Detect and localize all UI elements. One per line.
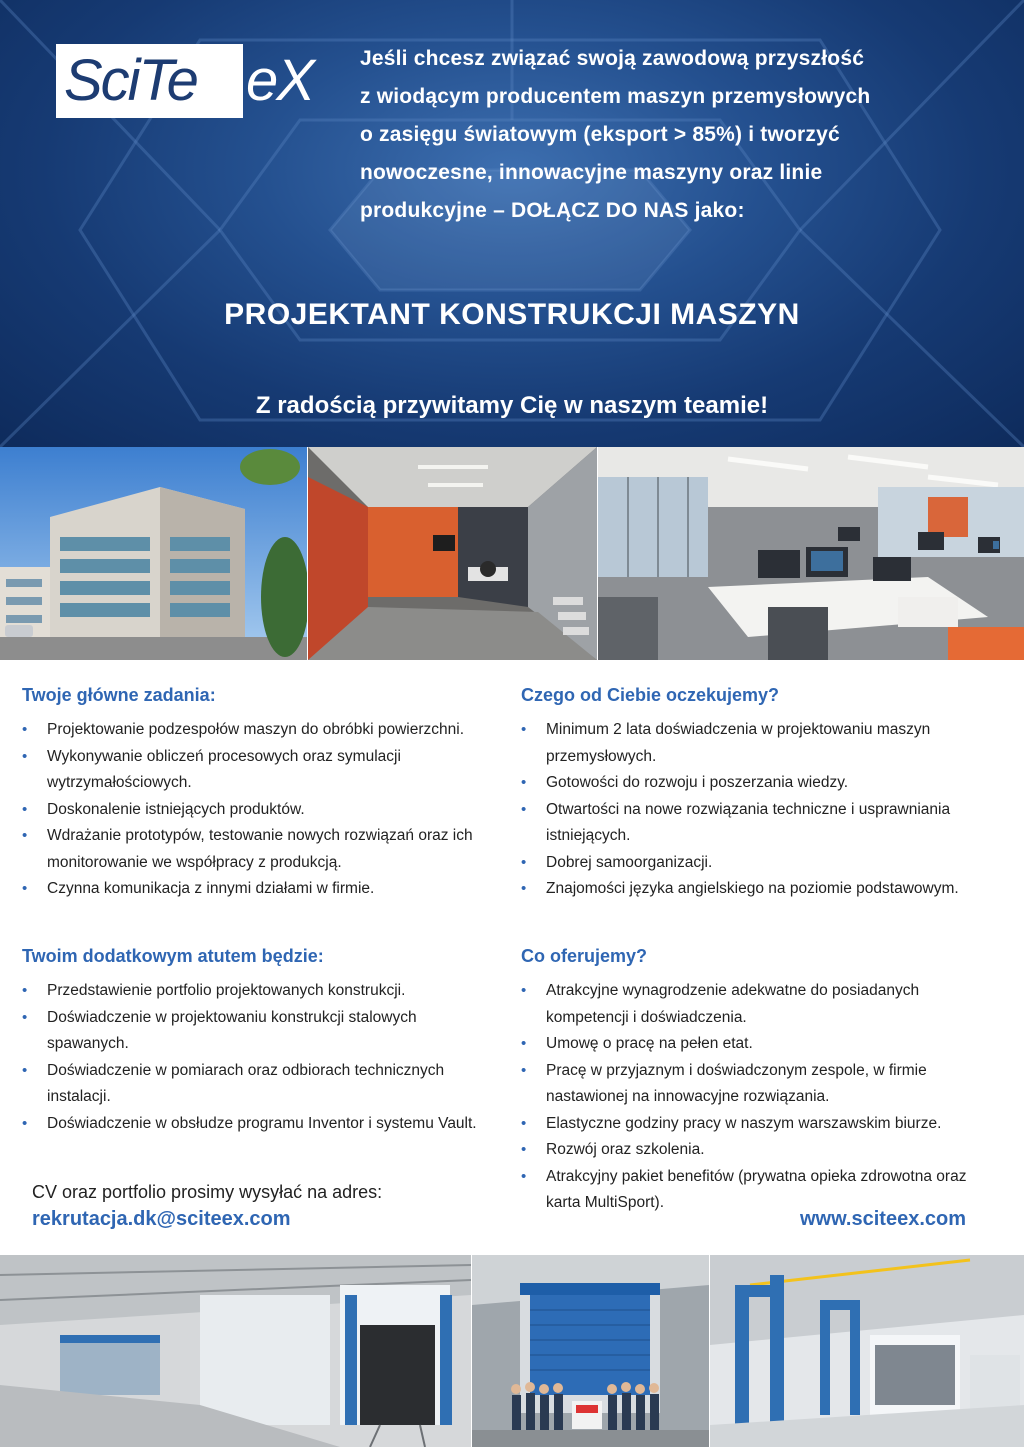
team-with-machine-photo: [472, 1255, 709, 1447]
tasks-heading: Twoje główne zadania:: [22, 685, 216, 705]
factory-hall-photo: [0, 1255, 471, 1447]
left-column-assets: [22, 944, 492, 1137]
list-item: • Doświadczenie w pomiarach oraz odbiorach technicznych instalacji.: [22, 1058, 492, 1111]
intro-line: produkcyjne – DOŁĄCZ DO NAS jako:: [360, 199, 745, 222]
list-item: • Otwartości na nowe rozwiązania techniczne i usprawniania istniejących.: [521, 797, 1001, 850]
office-meeting-room-photo: [308, 447, 597, 660]
list-item: • Pracę w przyjaznym i doświadczonym zespole, w firmie nastawionej na innowacyjne rozwiązania.: [521, 1058, 991, 1111]
expect-heading: Czego od Ciebie oczekujemy?: [521, 685, 780, 705]
website-link[interactable]: www.sciteex.com: [800, 1208, 966, 1230]
recruitment-email-link[interactable]: rekrutacja.dk@sciteex.com: [32, 1208, 291, 1230]
offer-list: [521, 978, 991, 1217]
list-item: • Minimum 2 lata doświadczenia w projektowaniu maszyn przemysłowych.: [521, 717, 1001, 770]
list-item: • Czynna komunikacja z innymi działami w firmie.: [22, 876, 492, 903]
list-item: • Atrakcyjne wynagrodzenie adekwatne do posiadanych kompetencji i doświadczenia.: [521, 978, 991, 1031]
tasks-list: [22, 717, 492, 903]
list-item: • Projektowanie podzespołów maszyn do obróbki powierzchni.: [22, 717, 492, 744]
offer-heading: Co oferujemy?: [521, 946, 648, 966]
list-item: • Wykonywanie obliczeń procesowych oraz symulacji wytrzymałościowych.: [22, 744, 492, 797]
sciteex-logo: [56, 44, 339, 118]
assets-heading: Twoim dodatkowym atutem będzie:: [22, 946, 324, 966]
intro-text: [360, 40, 970, 230]
cv-instruction: CV oraz portfolio prosimy wysyłać na adres:: [32, 1182, 383, 1202]
list-item: • Doświadczenie w projektowaniu konstrukcji stalowych spawanych.: [22, 1005, 492, 1058]
right-column: [521, 683, 1001, 903]
intro-line: nowoczesne, innowacyjne maszyny oraz linie: [360, 161, 823, 184]
intro-line: z wiodącym producentem maszyn przemysłowych: [360, 85, 871, 108]
right-column-offer: [521, 944, 991, 1217]
list-item: • Przedstawienie portfolio projektowanych konstrukcji.: [22, 978, 492, 1005]
logo-text-part1: SciTe: [64, 48, 197, 113]
list-item: • Gotowości do rozwoju i poszerzania wiedzy.: [521, 770, 1001, 797]
assets-list: [22, 978, 492, 1137]
intro-line: o zasięgu światowym (eksport > 85%) i tworzyć: [360, 123, 840, 146]
list-item: • Doświadczenie w obsłudze programu Inventor i systemu Vault.: [22, 1111, 492, 1138]
production-hall-photo: [710, 1255, 1024, 1447]
welcome-text: Z radością przywitamy Cię w naszym teamie!: [255, 392, 769, 419]
list-item: • Dobrej samoorganizacji.: [521, 850, 1001, 877]
list-item: • Wdrażanie prototypów, testowanie nowych rozwiązań oraz ich monitorowanie we współpracy z produkcją.: [22, 823, 492, 876]
expect-list: [521, 717, 1001, 903]
bottom-photo-strip: [0, 1255, 1024, 1447]
list-item: • Rozwój oraz szkolenia.: [521, 1137, 991, 1164]
list-item: • Doskonalenie istniejących produktów.: [22, 797, 492, 824]
office-building-photo: [0, 447, 307, 660]
left-column: [22, 683, 492, 903]
logo-text-part2: eX: [246, 48, 313, 113]
job-title: PROJEKTANT KONSTRUKCJI MASZYN: [224, 298, 800, 331]
intro-line: Jeśli chcesz związać swoją zawodową przyszłość: [360, 47, 865, 70]
open-space-office-photo: [598, 447, 1024, 660]
list-item: • Elastyczne godziny pracy w naszym warszawskim biurze.: [521, 1111, 991, 1138]
list-item: • Umowę o pracę na pełen etat.: [521, 1031, 991, 1058]
list-item: • Znajomości języka angielskiego na poziomie podstawowym.: [521, 876, 1001, 903]
top-photo-strip: [0, 447, 1024, 660]
hero-banner: [0, 0, 1024, 447]
list-item: • Atrakcyjny pakiet benefitów (prywatna opieka zdrowotna oraz karta MultiSport).: [521, 1164, 991, 1217]
